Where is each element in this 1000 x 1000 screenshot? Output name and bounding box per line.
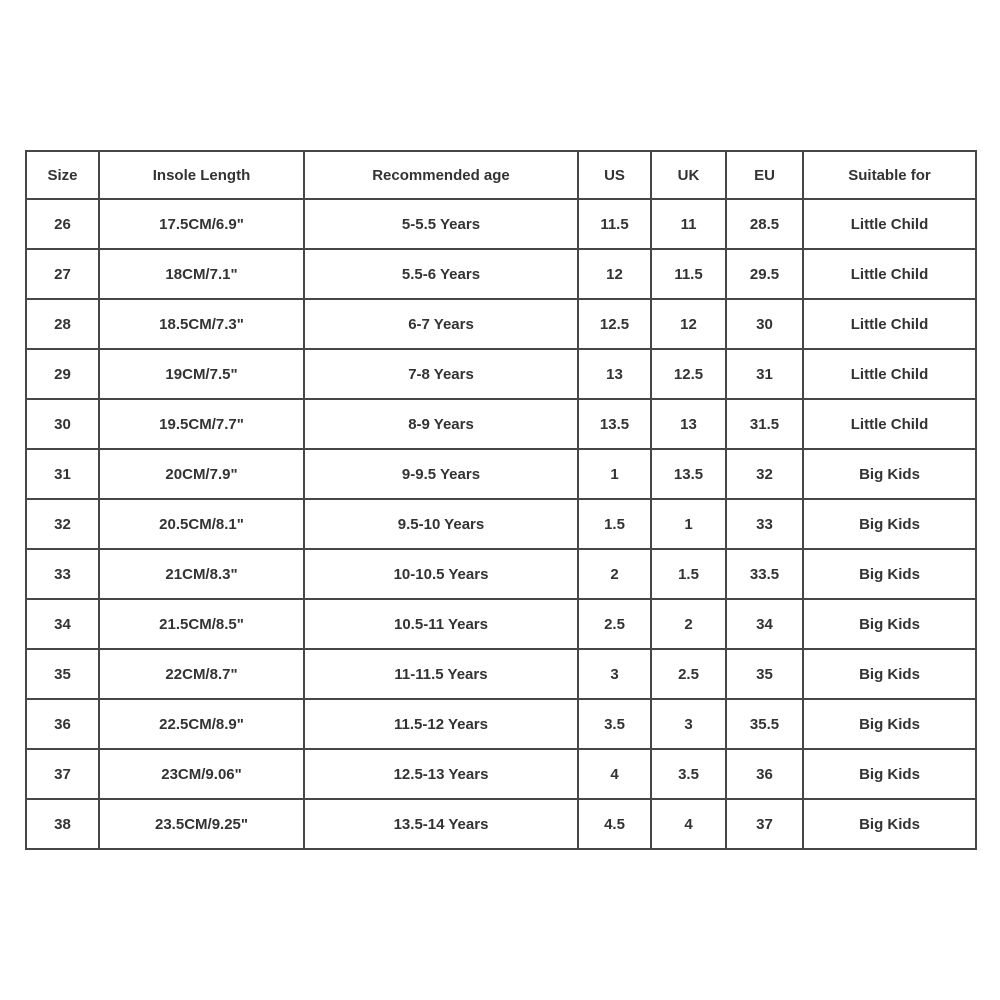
table-cell: 1 [578, 449, 651, 499]
table-cell: 18.5CM/7.3" [99, 299, 304, 349]
table-cell: Big Kids [803, 699, 976, 749]
table-cell: Big Kids [803, 449, 976, 499]
table-cell: 13.5 [578, 399, 651, 449]
table-cell: 36 [26, 699, 99, 749]
table-cell: 33 [726, 499, 803, 549]
table-cell: 12 [578, 249, 651, 299]
table-cell: 30 [26, 399, 99, 449]
table-cell: Little Child [803, 249, 976, 299]
header-suitable-for: Suitable for [803, 151, 976, 199]
table-row [26, 249, 976, 299]
table-cell: 37 [26, 749, 99, 799]
table-cell: 19CM/7.5" [99, 349, 304, 399]
table-cell: 10.5-11 Years [304, 599, 578, 649]
table-cell: 12.5-13 Years [304, 749, 578, 799]
table-cell: 9.5-10 Years [304, 499, 578, 549]
table-cell: 26 [26, 199, 99, 249]
table-cell: 20CM/7.9" [99, 449, 304, 499]
table-cell: 31 [26, 449, 99, 499]
table-cell: 36 [726, 749, 803, 799]
table-cell: 23CM/9.06" [99, 749, 304, 799]
table-cell: 3 [578, 649, 651, 699]
table-cell: 27 [26, 249, 99, 299]
table-cell: 3.5 [578, 699, 651, 749]
table-cell: 5.5-6 Years [304, 249, 578, 299]
table-cell: 3 [651, 699, 726, 749]
table-cell: 3.5 [651, 749, 726, 799]
table-cell: 33.5 [726, 549, 803, 599]
table-cell: 34 [726, 599, 803, 649]
table-cell: 13.5 [651, 449, 726, 499]
table-row [26, 549, 976, 599]
table-cell: 4.5 [578, 799, 651, 849]
table-cell: 1.5 [578, 499, 651, 549]
table-cell: Little Child [803, 299, 976, 349]
table-cell: 2.5 [651, 649, 726, 699]
table-cell: 12.5 [578, 299, 651, 349]
size-chart-table [25, 150, 977, 850]
table-cell: Big Kids [803, 499, 976, 549]
table-cell: Big Kids [803, 549, 976, 599]
table-cell: 11.5-12 Years [304, 699, 578, 749]
table-row [26, 399, 976, 449]
table-cell: Big Kids [803, 649, 976, 699]
table-cell: 38 [26, 799, 99, 849]
table-cell: 22CM/8.7" [99, 649, 304, 699]
table-cell: 9-9.5 Years [304, 449, 578, 499]
table-cell: 35 [26, 649, 99, 699]
table-cell: 19.5CM/7.7" [99, 399, 304, 449]
table-cell: 5-5.5 Years [304, 199, 578, 249]
header-recommended-age: Recommended age [304, 151, 578, 199]
table-row [26, 349, 976, 399]
table-cell: 12 [651, 299, 726, 349]
table-cell: 18CM/7.1" [99, 249, 304, 299]
table-cell: 11.5 [651, 249, 726, 299]
table-row [26, 199, 976, 249]
table-cell: 20.5CM/8.1" [99, 499, 304, 549]
table-cell: 8-9 Years [304, 399, 578, 449]
table-cell: 2 [578, 549, 651, 599]
table-cell: Little Child [803, 399, 976, 449]
table-cell: 11.5 [578, 199, 651, 249]
table-cell: 32 [726, 449, 803, 499]
table-cell: 21.5CM/8.5" [99, 599, 304, 649]
table-cell: 35 [726, 649, 803, 699]
header-us: US [578, 151, 651, 199]
table-cell: 29 [26, 349, 99, 399]
table-row [26, 749, 976, 799]
table-cell: 4 [578, 749, 651, 799]
table-row [26, 499, 976, 549]
table-cell: 13 [651, 399, 726, 449]
header-uk: UK [651, 151, 726, 199]
table-cell: 34 [26, 599, 99, 649]
table-cell: Big Kids [803, 599, 976, 649]
table-cell: 35.5 [726, 699, 803, 749]
table-cell: Little Child [803, 349, 976, 399]
table-cell: Big Kids [803, 749, 976, 799]
table-cell: 31 [726, 349, 803, 399]
header-eu: EU [726, 151, 803, 199]
table-cell: 11 [651, 199, 726, 249]
table-cell: 4 [651, 799, 726, 849]
table-cell: 1.5 [651, 549, 726, 599]
header-size: Size [26, 151, 99, 199]
table-row [26, 699, 976, 749]
table-row [26, 649, 976, 699]
header-insole-length: Insole Length [99, 151, 304, 199]
table-cell: 23.5CM/9.25" [99, 799, 304, 849]
table-cell: 7-8 Years [304, 349, 578, 399]
table-cell: 6-7 Years [304, 299, 578, 349]
table-cell: 37 [726, 799, 803, 849]
table-cell: 17.5CM/6.9" [99, 199, 304, 249]
table-cell: 11-11.5 Years [304, 649, 578, 699]
table-cell: 31.5 [726, 399, 803, 449]
table-cell: 12.5 [651, 349, 726, 399]
table-cell: 2.5 [578, 599, 651, 649]
table-cell: 21CM/8.3" [99, 549, 304, 599]
table-cell: 32 [26, 499, 99, 549]
table-row [26, 449, 976, 499]
table-cell: Big Kids [803, 799, 976, 849]
table-cell: 13.5-14 Years [304, 799, 578, 849]
table-cell: Little Child [803, 199, 976, 249]
table-cell: 33 [26, 549, 99, 599]
table-row [26, 799, 976, 849]
table-cell: 29.5 [726, 249, 803, 299]
table-row [26, 599, 976, 649]
table-cell: 10-10.5 Years [304, 549, 578, 599]
table-cell: 30 [726, 299, 803, 349]
table-cell: 28 [26, 299, 99, 349]
table-header-row [26, 151, 976, 199]
table-cell: 28.5 [726, 199, 803, 249]
table-row [26, 299, 976, 349]
table-cell: 22.5CM/8.9" [99, 699, 304, 749]
table-cell: 1 [651, 499, 726, 549]
table-cell: 2 [651, 599, 726, 649]
table-cell: 13 [578, 349, 651, 399]
